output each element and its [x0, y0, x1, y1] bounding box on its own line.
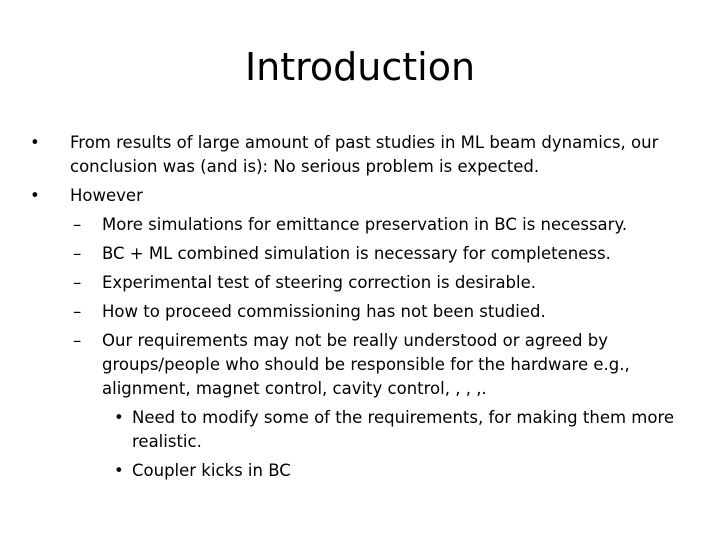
dash-icon: –: [73, 215, 82, 234]
bullet-item: [0, 131, 720, 179]
sub-sub-bullet-item: [0, 459, 720, 483]
sub-bullet-item: [0, 213, 720, 237]
bullet-icon: •: [30, 186, 40, 205]
bullet-icon: •: [114, 461, 124, 480]
dash-icon: –: [73, 244, 82, 263]
bullet-text-line: conclusion was (and is): No serious problem is expected.: [70, 157, 540, 176]
sub-sub-bullet-item: [0, 406, 720, 454]
bullet-text-line: However: [70, 186, 143, 205]
sub-bullet-text-line: More simulations for emittance preservation in BC is necessary.: [102, 215, 628, 234]
sub-bullet-text-line: How to proceed commissioning has not been studied.: [102, 302, 546, 321]
sub-bullet-item: [0, 329, 720, 401]
dash-icon: –: [73, 331, 82, 350]
sub-bullet-text-line: alignment, magnet control, cavity control, , , ,.: [102, 379, 487, 398]
bullet-item: [0, 184, 720, 208]
bullet-text-line: From results of large amount of past studies in ML beam dynamics, our: [70, 133, 659, 152]
sub-bullet-text-line: groups/people who should be responsible for the hardware e.g.,: [102, 355, 630, 374]
sub-bullet-text-line: BC + ML combined simulation is necessary for completeness.: [102, 244, 611, 263]
dash-icon: –: [73, 273, 82, 292]
sub-bullet-item: [0, 242, 720, 266]
dash-icon: –: [73, 302, 82, 321]
sub-bullet-item: [0, 300, 720, 324]
sub-sub-bullet-text-line: Need to modify some of the requirements, for making them more: [132, 408, 675, 427]
sub-bullet-text-line: Experimental test of steering correction is desirable.: [102, 273, 537, 292]
sub-sub-bullet-text-line: realistic.: [132, 432, 202, 451]
sub-bullet-text-line: Our requirements may not be really understood or agreed by: [102, 331, 609, 350]
bullet-icon: •: [30, 133, 40, 152]
sub-sub-bullet-text-line: Coupler kicks in BC: [132, 461, 291, 480]
sub-bullet-item: [0, 271, 720, 295]
bullet-icon: •: [114, 408, 124, 427]
slide-title: Introduction: [244, 45, 476, 89]
bullet-list: [0, 131, 720, 488]
